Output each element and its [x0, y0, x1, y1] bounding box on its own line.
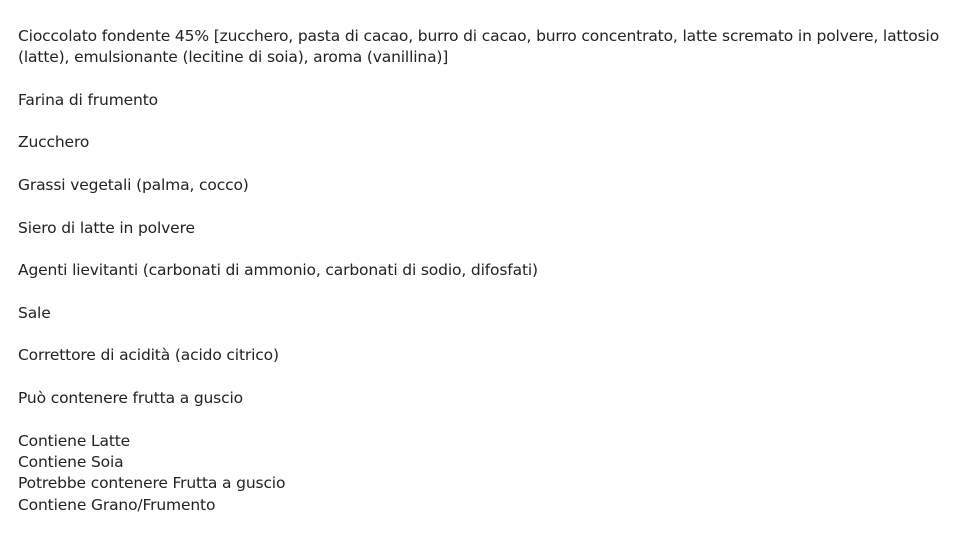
ingredient-item-sugar: [18, 132, 946, 153]
ingredient-item-acidity-regulator: [18, 345, 946, 366]
allergen-wheat: Contiene Grano/Frumento: [18, 495, 216, 514]
ingredient-item-leavening: [18, 260, 946, 281]
ingredient-text: Correttore di acidità (acido citrico): [18, 346, 279, 365]
ingredient-text: Siero di latte in polvere: [18, 218, 195, 237]
ingredient-text: Zucchero: [18, 133, 90, 152]
allergen-milk: Contiene Latte: [18, 431, 131, 450]
allergen-nuts: Potrebbe contenere Frutta a guscio: [18, 474, 286, 493]
ingredient-item-salt: [18, 303, 946, 324]
ingredient-item-flour: [18, 90, 946, 111]
ingredient-text: Può contenere frutta a guscio: [18, 389, 243, 408]
ingredient-text: Farina di frumento: [18, 90, 158, 109]
ingredient-text: Cioccolato fondente 45% [zucchero, pasta di cacao, burro di cacao, burro concentrato, latte scremato in polvere, lattosio (latte), emulsionante (lecitine di soia), aroma (vanillina)]: [18, 27, 940, 67]
ingredient-text: Agenti lievitanti (carbonati di ammonio, carbonati di sodio, difosfati): [18, 261, 538, 280]
allergen-soy: Contiene Soia: [18, 452, 124, 471]
allergen-list: [18, 431, 946, 516]
ingredient-item-chocolate: [18, 26, 946, 69]
ingredient-item-whey: [18, 218, 946, 239]
ingredient-text: Sale: [18, 303, 51, 322]
ingredient-item-vegetable-fats: [18, 175, 946, 196]
ingredient-item-may-contain: [18, 388, 946, 409]
ingredient-text: Grassi vegetali (palma, cocco): [18, 176, 249, 195]
